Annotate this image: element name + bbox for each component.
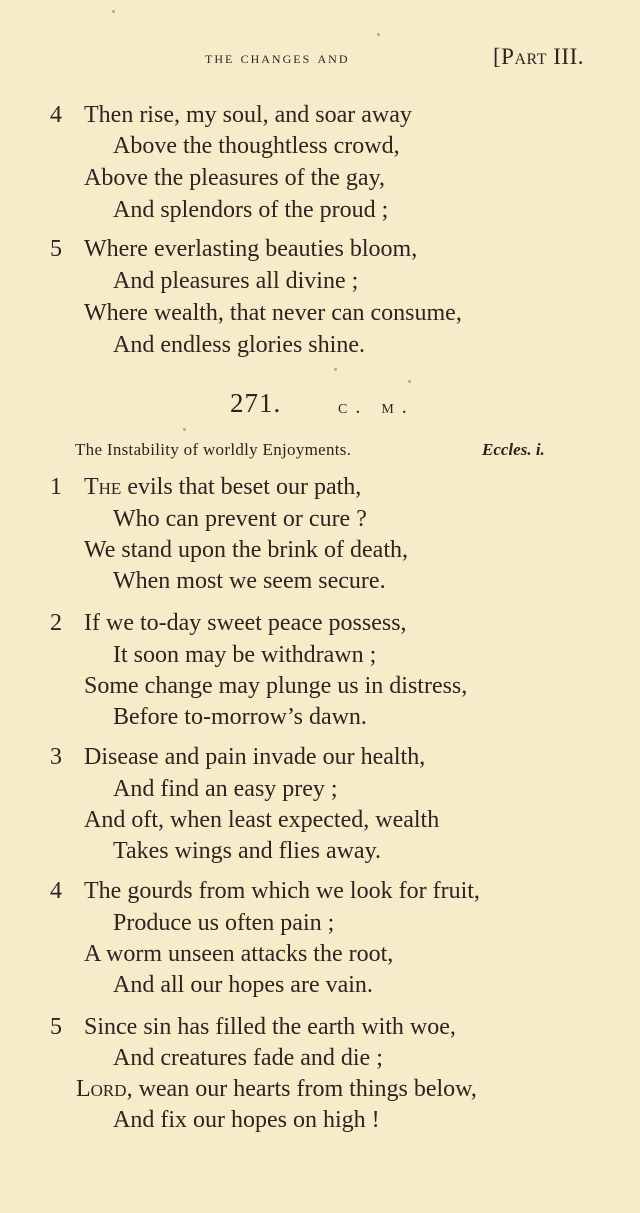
verse-line: Produce us often pain ; bbox=[113, 910, 335, 936]
verse-line: It soon may be withdrawn ; bbox=[113, 642, 377, 668]
verse-line bbox=[84, 472, 361, 502]
part-number: III. bbox=[553, 44, 584, 69]
verse-line: And pleasures all divine ; bbox=[113, 268, 359, 294]
verse-line: Since sin has filled the earth with woe, bbox=[84, 1014, 456, 1040]
verse-line-rest: , wean our hearts from things below, bbox=[126, 1076, 477, 1102]
verse-line: And creatures fade and die ; bbox=[113, 1045, 383, 1071]
initial-word: The bbox=[84, 474, 122, 500]
verse-line: Some change may plunge us in distress, bbox=[84, 673, 468, 699]
verse-line: Who can prevent or cure ? bbox=[113, 506, 367, 532]
verse-line bbox=[76, 1074, 477, 1104]
verse-line: Where wealth, that never can consume, bbox=[84, 300, 462, 326]
verse-line: And oft, when least expected, wealth bbox=[84, 807, 440, 833]
lord-word: Lord bbox=[76, 1076, 127, 1102]
verse-line: And fix our hopes on high ! bbox=[113, 1107, 380, 1133]
verse-line: Disease and pain invade our health, bbox=[84, 744, 426, 770]
verse-line: The gourds from which we look for fruit, bbox=[84, 878, 480, 904]
print-speck bbox=[408, 380, 411, 383]
hymn-subtitle: The Instability of worldly Enjoyments. bbox=[75, 440, 352, 459]
verse-line: We stand upon the brink of death, bbox=[84, 537, 408, 563]
verse-line: And find an easy prey ; bbox=[113, 776, 338, 802]
verse-line: Takes wings and flies away. bbox=[113, 838, 382, 864]
verse-line: If we to-day sweet peace possess, bbox=[84, 610, 407, 636]
stanza-number: 4 bbox=[50, 102, 62, 128]
stanza-number: 3 bbox=[50, 744, 62, 770]
verse-line: And endless glories shine. bbox=[113, 332, 365, 358]
print-speck bbox=[334, 368, 337, 371]
verse-line: And all our hopes are vain. bbox=[113, 972, 373, 998]
verse-line: When most we seem secure. bbox=[113, 568, 386, 594]
verse-line: Above the thoughtless crowd, bbox=[113, 133, 400, 159]
stanza-number: 5 bbox=[50, 1014, 62, 1040]
verse-line: Before to-morrow’s dawn. bbox=[113, 704, 367, 730]
print-speck bbox=[377, 33, 380, 36]
scripture-reference: Eccles. i. bbox=[482, 440, 545, 459]
stanza-number: 4 bbox=[50, 878, 62, 904]
page-header bbox=[0, 44, 640, 74]
verse-line: A worm unseen attacks the root, bbox=[84, 941, 394, 967]
verse-line: And splendors of the proud ; bbox=[113, 197, 389, 223]
stanza-number: 5 bbox=[50, 236, 62, 262]
print-speck bbox=[112, 10, 115, 13]
verse-line: Where everlasting beauties bloom, bbox=[84, 236, 418, 262]
part-label bbox=[493, 44, 584, 70]
verse-line-rest: evils that beset our path, bbox=[121, 474, 362, 500]
verse-line: Then rise, my soul, and soar away bbox=[84, 102, 412, 128]
stanza-number: 1 bbox=[50, 474, 62, 500]
verse-line: Above the pleasures of the gay, bbox=[84, 165, 386, 191]
hymn-number: 271. bbox=[230, 388, 282, 418]
stanza-number: 2 bbox=[50, 610, 62, 636]
running-head: the changes and bbox=[205, 48, 350, 67]
print-speck bbox=[183, 428, 186, 431]
hymn-meter: c. m. bbox=[338, 396, 415, 418]
part-word: Part bbox=[501, 44, 548, 69]
part-bracket: [ bbox=[493, 44, 502, 69]
